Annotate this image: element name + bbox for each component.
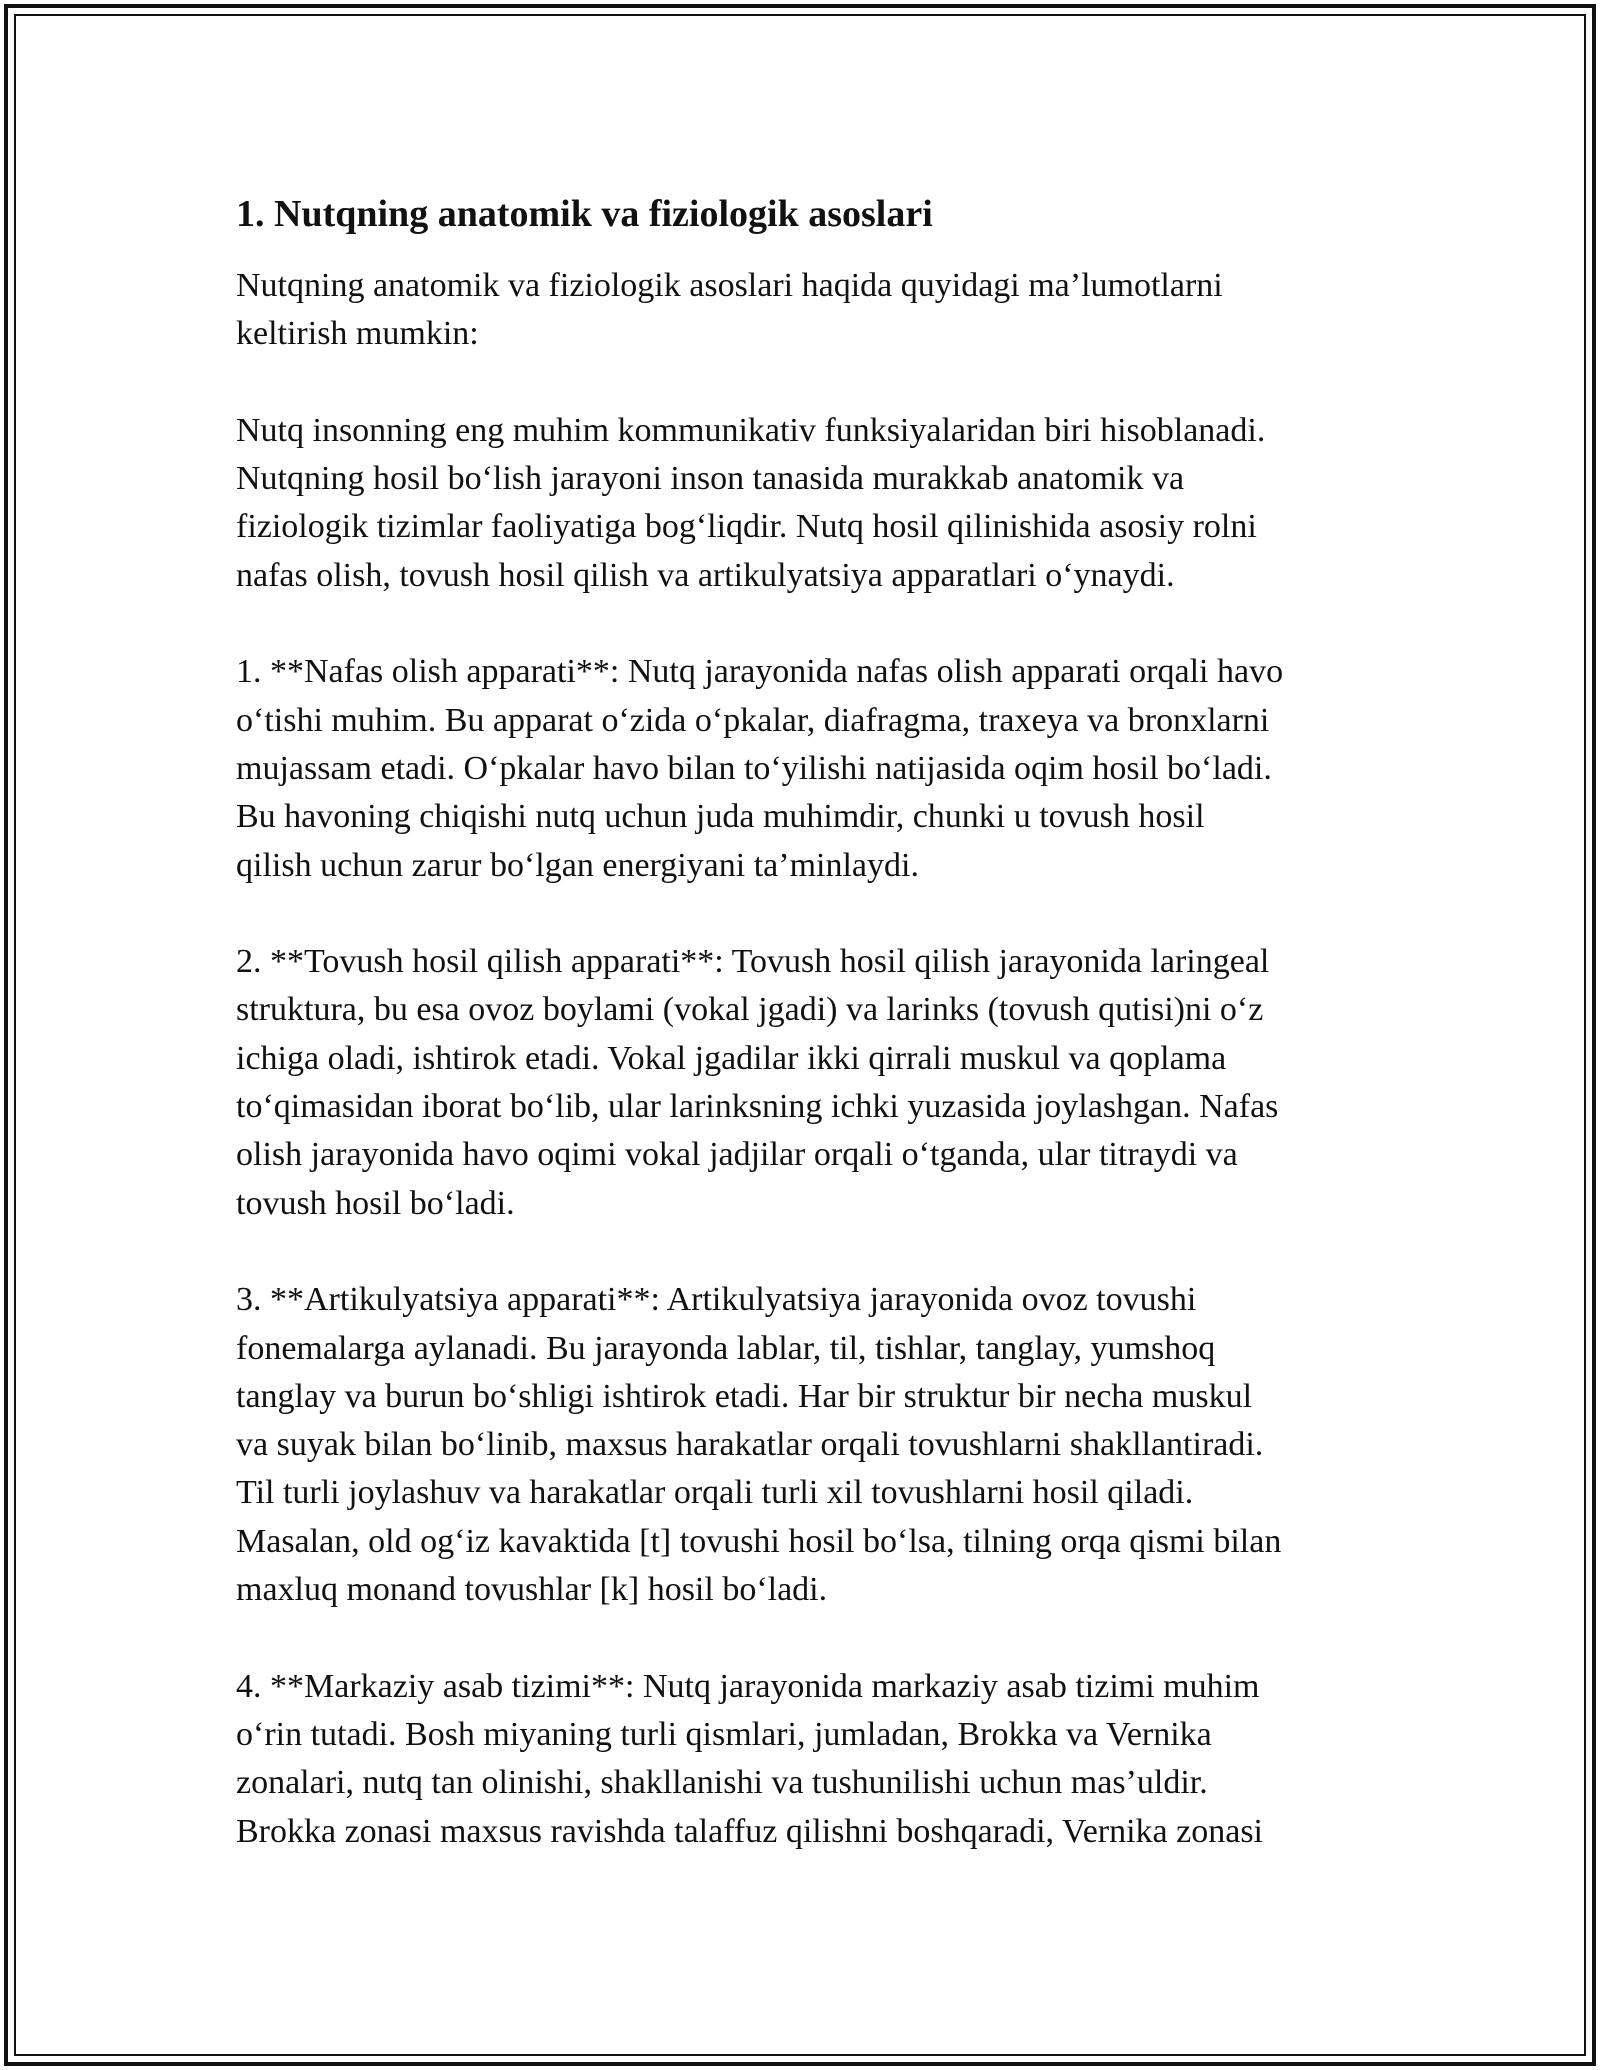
articulation-apparatus-paragraph: 3. **Artikulyatsiya apparati**: Artikulyatsiya jarayonida ovoz tovushi fonemalarga aylanadi. Bu jarayonda lablar, til, tishlar, tanglay, yumshoq tanglay va burun bo‘shligi ishtirok etadi. Har bir struktur bir necha muskul va suyak bilan bo‘linib, maxsus harakatlar orqali tovushlarni shakllantiradi. Til turli joylashuv va harakatlar orqali turli xil tovushlarni hosil qiladi. Masalan, old og‘iz kavaktida [t] tovushi hosil bo‘lsa, tilning orqa qismi bilan maxluq monand tovushlar [k] hosil bo‘ladi.: [236, 1281, 1282, 1609]
intro-paragraph: Nutqning anatomik va fiziologik asoslari haqida quyidagi ma’lumotlarni keltirish mumkin:: [236, 267, 1223, 353]
overview-paragraph: Nutq insonning eng muhim kommunikativ funksiyalaridan biri hisoblanadi. Nutqning hosil bo‘lish jarayoni inson tanasida murakkab anatomik va fiziologik tizimlar faoliyatiga bog‘liqdir. Nutq hosil qilinishida asosiy rolni nafas olish, tovush hosil qilish va artikulyatsiya apparatlari o‘ynaydi.: [236, 411, 1266, 594]
central-nervous-system-paragraph: 4. **Markaziy asab tizimi**: Nutq jarayonida markaziy asab tizimi muhim o‘rin tutadi. Bosh miyaning turli qismlari, jumladan, Brokka va Vernika zonalari, nutq tan olinishi, shakllanishi va tushunilishi uchun mas’uldir. Brokka zonasi maxsus ravishda talaffuz qilishni boshqaradi, Vernika zonasi: [236, 1667, 1264, 1850]
respiratory-apparatus-paragraph: 1. **Nafas olish apparati**: Nutq jarayonida nafas olish apparati orqali havo o‘tishi muhim. Bu apparat o‘zida o‘pkalar, diafragma, traxeya va bronxlarni mujassam etadi. O‘pkalar havo bilan to‘yilishi natijasida oqim hosil bo‘ladi. Bu havoning chiqishi nutq uchun juda muhimdir, chunki u tovush hosil qilish uchun zarur bo‘lgan energiyani ta’minlaydi.: [236, 653, 1284, 884]
document-body: [236, 184, 1376, 1904]
phonation-apparatus-paragraph: 2. **Tovush hosil qilish apparati**: Tovush hosil qilish jarayonida laringeal struktura, bu esa ovoz boylami (vokal jgadi) va larinks (tovush qutisi)ni o‘z ichiga oladi, ishtirok etadi. Vokal jgadilar ikki qirrali muskul va qoplama to‘qimasidan iborat bo‘lib, ular larinksning ichki yuzasida joylashgan. Nafas olish jarayonida havo oqimi vokal jadjilar orqali o‘tganda, ular titraydi va tovush hosil bo‘ladi.: [236, 943, 1279, 1222]
section-heading: 1. Nutqning anatomik va fiziologik asoslari: [236, 193, 933, 235]
